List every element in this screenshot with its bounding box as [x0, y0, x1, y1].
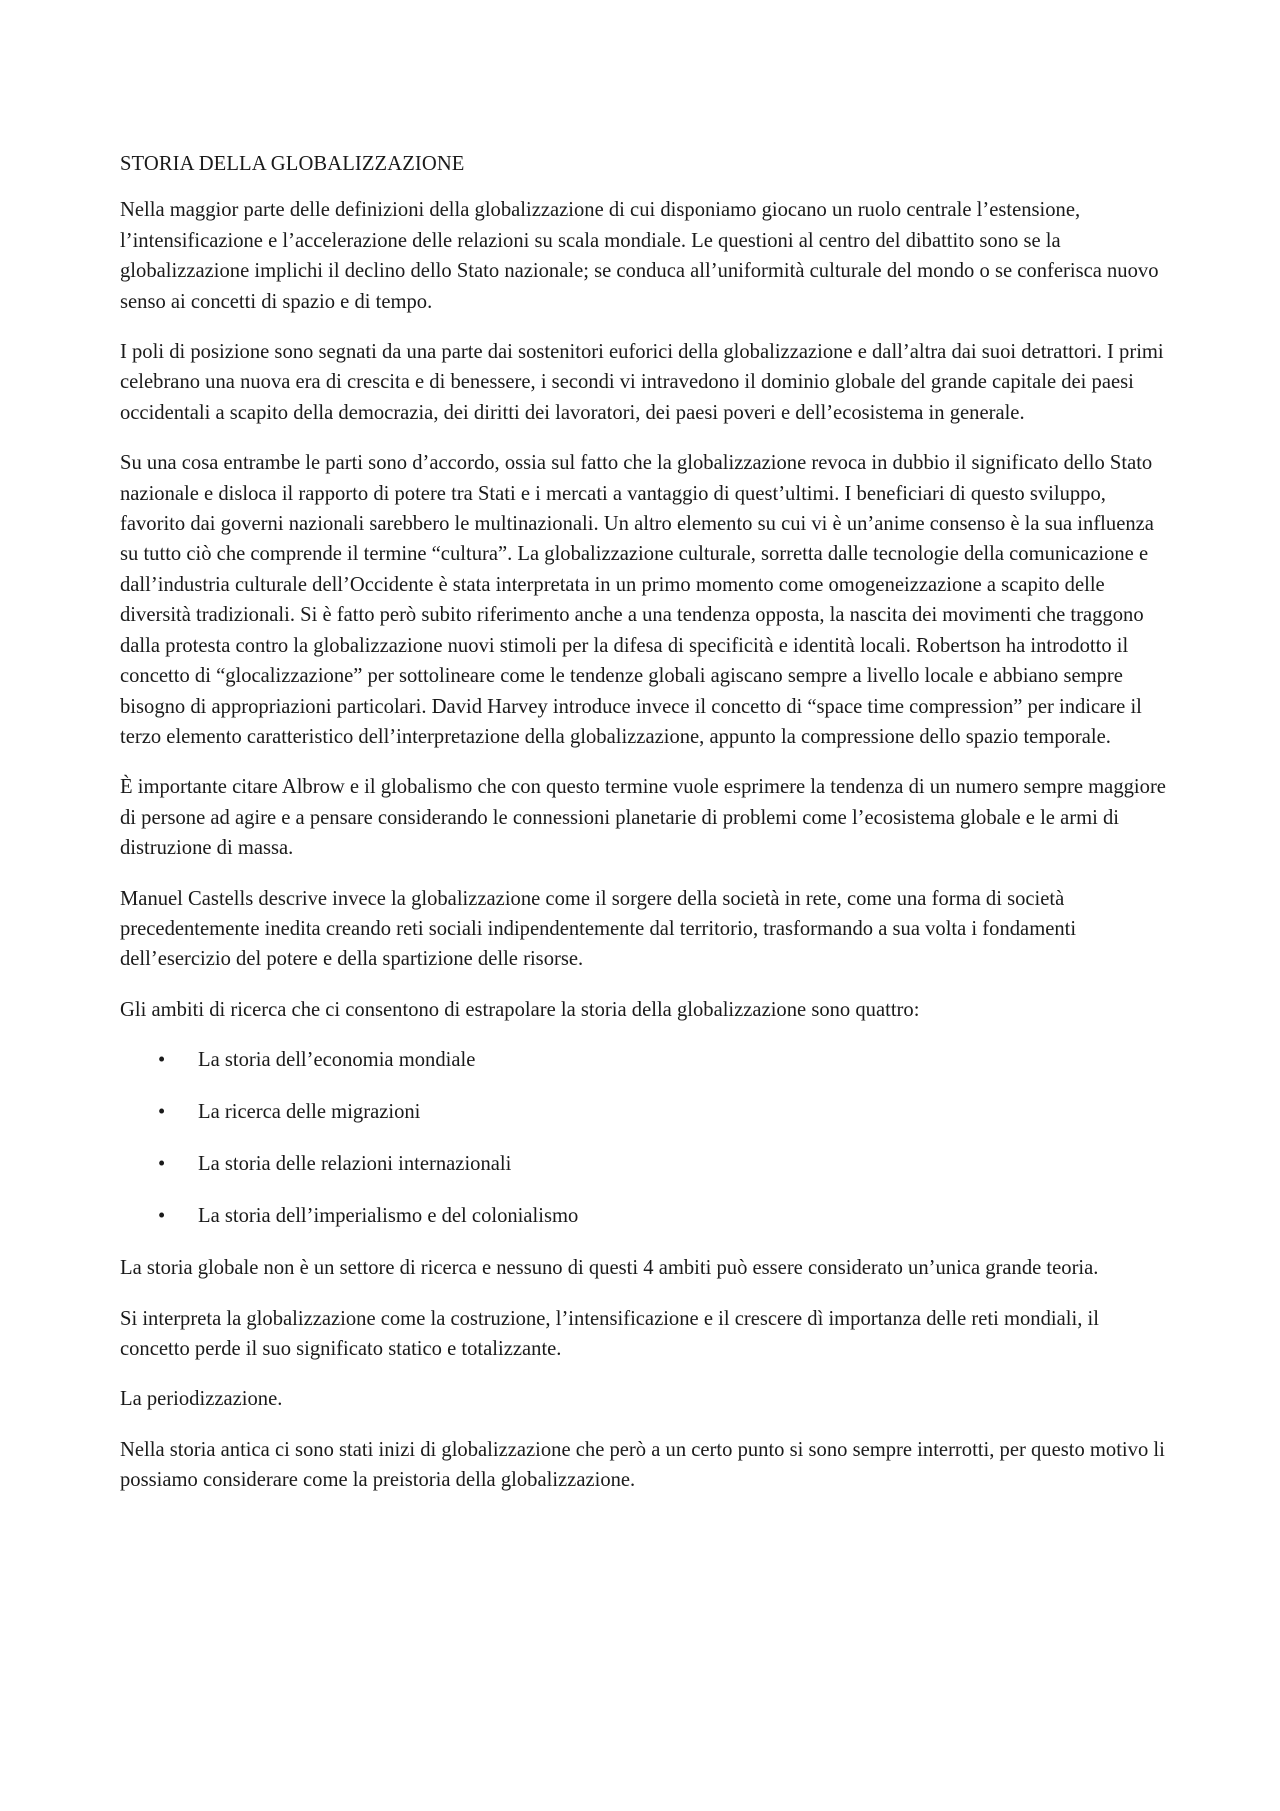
list-item-text: La storia dell’economia mondiale: [198, 1049, 476, 1072]
paragraph-ancient-history: Nella storia antica ci sono stati inizi di globalizzazione che però a un certo punto si sono sempre interrotti, per questo motivo li possiamo considerare come la preistoria della globalizzazione.: [120, 1438, 1165, 1492]
paragraph-research-areas: Gli ambiti di ricerca che ci consentono di estrapolare la storia della globalizzazione sono quattro:: [120, 998, 920, 1021]
document-title: STORIA DELLA GLOBALIZZAZIONE: [120, 153, 465, 175]
list-item-text: La ricerca delle migrazioni: [198, 1101, 421, 1124]
paragraph-castells: Manuel Castells descrive invece la globalizzazione come il sorgere della società in rete, come una forma di società precedentemente inedita creando reti sociali indipendentemente dal territorio, trasformando a sua volta i fondamenti dell’esercizio del potere e della spartizione delle risorse.: [120, 887, 1077, 971]
research-areas-list: [120, 1045, 1168, 1231]
paragraph-agreement: Su una cosa entrambe le parti sono d’accordo, ossia sul fatto che la globalizzazione revoca in dubbio il significato dello Stato nazionale e disloca il rapporto di potere tra Stati e i mercati a vantaggio di quest’ultimi. I beneficiari di questo sviluppo, favorito dai governi nazionali sarebbero le multinazionali. Un altro elemento su cui vi è un’anime consenso è la sua influenza su tutto ciò che comprende il termine “cultura”. La globalizzazione culturale, sorretta dalle tecnologie della comunicazione e dall’industria culturale dell’Occidente è stata interpretata in un primo momento come omogeneizzazione a scapito delle diversità tradizionali. Si è fatto però subito riferimento anche a una tendenza opposta, la nascita dei movimenti che traggono dalla protesta contro la globalizzazione nuovi stimoli per la difesa di specificità e identità locali. Robertson ha introdotto il concetto di “glocalizzazione” per sottolineare come le tendenze globali agiscano sempre a livello locale e abbiano sempre bisogno di appropriazioni particolari. David Harvey introduce invece il concetto di “space time compression” per indicare il terzo elemento caratteristico dell’interpretazione della globalizzazione, appunto la compressione dello spazio temporale.: [120, 452, 1154, 748]
bullet-icon: •: [158, 1101, 166, 1124]
list-item-text: La storia dell’imperialismo e del colonialismo: [198, 1205, 579, 1228]
paragraph-positions: I poli di posizione sono segnati da una parte dai sostenitori euforici della globalizzazione e dall’altra dai suoi detrattori. I primi celebrano una nuova era di crescita e di benessere, i secondi vi intravedono il dominio globale del grande capitale dei paesi occidentali a scapito della democrazia, dei diritti dei lavoratori, dei paesi poveri e dell’ecosistema in generale.: [120, 341, 1164, 424]
paragraph-periodization-heading: La periodizzazione.: [120, 1388, 283, 1411]
list-item: [120, 1149, 1168, 1179]
paragraph-global-history: La storia globale non è un settore di ricerca e nessuno di questi 4 ambiti può essere considerato un’unica grande teoria.: [120, 1257, 1099, 1280]
document-body: [120, 149, 1168, 1516]
paragraph-interpretation: Si interpreta la globalizzazione come la costruzione, l’intensificazione e il crescere dì importanza delle reti mondiali, il concetto perde il suo significato statico e totalizzante.: [120, 1307, 1099, 1360]
list-item: [120, 1097, 1168, 1127]
list-item: [120, 1045, 1168, 1075]
paragraph-definitions: Nella maggior parte delle definizioni della globalizzazione di cui disponiamo giocano un ruolo centrale l’estensione, l’intensificazione e l’accelerazione delle relazioni su scala mondiale. Le questioni al centro del dibattito sono se la globalizzazione implichi il declino dello Stato nazionale; se conduca all’uniformità culturale del mondo o se conferisca nuovo senso ai concetti di spazio e di tempo.: [120, 199, 1159, 313]
bullet-icon: •: [158, 1049, 166, 1072]
bullet-icon: •: [158, 1205, 166, 1228]
list-item: [120, 1201, 1168, 1231]
list-item-text: La storia delle relazioni internazionali: [198, 1153, 512, 1176]
paragraph-albrow: È importante citare Albrow e il globalismo che con questo termine vuole esprimere la tendenza di un numero sempre maggiore di persone ad agire e a pensare considerando le connessioni planetarie di problemi come l’ecosistema globale e le armi di distruzione di massa.: [120, 776, 1166, 860]
bullet-icon: •: [158, 1153, 166, 1176]
